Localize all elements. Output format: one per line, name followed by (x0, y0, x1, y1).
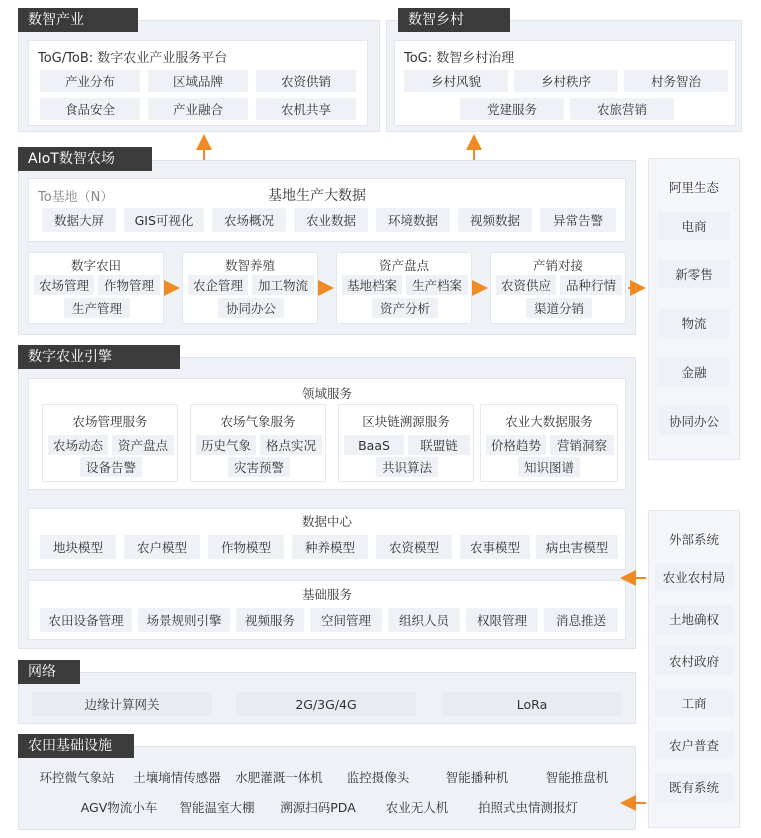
domain-1-item-1: 格点实况 (260, 435, 322, 455)
stage-2-item-0: 基地档案 (342, 275, 402, 295)
stage-3-item-0: 农资供应 (496, 275, 556, 295)
infra-row2-3: 农业无人机 (372, 795, 462, 819)
stage-2-item-2: 资产分析 (372, 298, 438, 318)
ali-eco-item-4: 协同办公 (658, 407, 730, 435)
chip-bigdata-1: GIS可视化 (124, 208, 204, 232)
shuzhi-chanye-header: 数智产业 (18, 8, 138, 32)
ali-eco-title: 阿里生态 (668, 180, 719, 195)
chip-xiangcun-4: 农旅营销 (570, 98, 674, 120)
chip-bigdata-2: 农场概况 (212, 208, 286, 232)
bs-item-1: 场景规则引擎 (138, 608, 230, 632)
domain-3-item-2: 知识图谱 (518, 457, 580, 477)
infra-row1-2: 水肥灌溉一体机 (230, 765, 328, 789)
domain-1-item-2: 灾害预警 (228, 457, 290, 477)
infra-row2-4: 拍照式虫情测报灯 (466, 795, 590, 819)
stage-0-item-1: 作物管理 (98, 275, 160, 295)
chip-chanye-4: 产业融合 (148, 98, 248, 120)
external-item-1: 土地确权 (654, 605, 734, 633)
xiangcun-title: ToG: 数智乡村治理 (404, 51, 515, 66)
domain-2-item-1: 联盟链 (408, 435, 470, 455)
chip-xiangcun-2: 村务智治 (624, 70, 728, 92)
bs-item-5: 权限管理 (466, 608, 538, 632)
infra-row1-0: 环控微气象站 (30, 765, 124, 789)
stage-1-item-2: 协同办公 (218, 298, 284, 318)
bs-item-4: 组织人员 (388, 608, 460, 632)
ali-eco-item-0: 电商 (658, 212, 730, 240)
chip-bigdata-5: 视频数据 (458, 208, 532, 232)
chip-chanye-5: 农机共享 (256, 98, 356, 120)
external-item-2: 农村政府 (654, 647, 734, 675)
stage-3-item-2: 渠道分销 (526, 298, 592, 318)
ali-eco-item-1: 新零售 (658, 260, 730, 288)
data-center-title: 数据中心 (301, 514, 352, 529)
chip-bigdata-4: 环境数据 (376, 208, 450, 232)
stage-title-0: 数字农田 (70, 258, 121, 273)
domain-2-item-0: BaaS (344, 435, 404, 455)
stage-title-1: 数智养殖 (224, 258, 275, 273)
domain-group-title-3: 农业大数据服务 (505, 414, 593, 429)
platform-title: ToG/ToB: 数字农业产业服务平台 (38, 51, 228, 66)
base-service-title: 基础服务 (301, 587, 352, 602)
domain-0-item-2: 设备告警 (80, 457, 142, 477)
bigdata-title: 基地生产大数据 (268, 188, 366, 204)
bs-item-2: 视频服务 (236, 608, 304, 632)
dc-item-6: 病虫害模型 (536, 535, 618, 559)
chip-bigdata-3: 农业数据 (294, 208, 368, 232)
network-item-0: 边缘计算网关 (32, 692, 212, 716)
bs-item-6: 消息推送 (544, 608, 618, 632)
chip-xiangcun-3: 党建服务 (460, 98, 564, 120)
dc-item-3: 种养模型 (292, 535, 368, 559)
external-title: 外部系统 (668, 532, 719, 547)
infra-row1-5: 智能推盘机 (530, 765, 624, 789)
bs-item-0: 农田设备管理 (40, 608, 132, 632)
infra-header: 农田基础设施 (18, 734, 134, 758)
chip-chanye-0: 产业分布 (40, 70, 140, 92)
shuzhi-xiangcun-header: 数智乡村 (398, 8, 510, 32)
domain-group-title-2: 区块链溯源服务 (362, 414, 450, 429)
infra-row2-0: AGV物流小车 (72, 795, 166, 819)
domain-2-item-2: 共识算法 (376, 457, 438, 477)
domain-0-item-0: 农场动态 (48, 435, 108, 455)
ali-eco-item-2: 物流 (658, 309, 730, 337)
chip-xiangcun-0: 乡村风貌 (404, 70, 508, 92)
infra-row1-4: 智能播种机 (430, 765, 524, 789)
network-item-1: 2G/3G/4G (236, 692, 416, 716)
dc-item-5: 农事模型 (460, 535, 530, 559)
network-item-2: LoRa (442, 692, 622, 716)
chip-chanye-2: 农资供销 (256, 70, 356, 92)
stage-1-item-1: 加工物流 (252, 275, 314, 295)
stage-2-item-1: 生产档案 (406, 275, 468, 295)
domain-3-item-0: 价格趋势 (486, 435, 546, 455)
dc-item-0: 地块模型 (40, 535, 116, 559)
stage-title-3: 产销对接 (532, 258, 583, 273)
chip-chanye-1: 区域品牌 (148, 70, 248, 92)
stage-title-2: 资产盘点 (378, 258, 429, 273)
chip-bigdata-6: 异常告警 (540, 208, 616, 232)
stage-3-item-1: 品种行情 (560, 275, 622, 295)
external-item-4: 农户普查 (654, 731, 734, 759)
domain-group-title-1: 农场气象服务 (220, 414, 296, 429)
dc-item-1: 农户模型 (124, 535, 200, 559)
dc-item-2: 作物模型 (208, 535, 284, 559)
stage-0-item-0: 农场管理 (34, 275, 94, 295)
aiot-header: AIoT数智农场 (18, 147, 152, 171)
domain-3-item-1: 营销洞察 (550, 435, 614, 455)
ali-eco-item-3: 金融 (658, 358, 730, 386)
infra-row2-1: 智能温室大棚 (170, 795, 264, 819)
domain-service-title: 领域服务 (301, 386, 352, 401)
external-item-0: 农业农村局 (654, 563, 734, 591)
domain-1-item-0: 历史气象 (196, 435, 256, 455)
infra-row1-1: 土壤墒情传感器 (128, 765, 226, 789)
bs-item-3: 空间管理 (310, 608, 382, 632)
stage-1-item-0: 农企管理 (188, 275, 248, 295)
infra-row2-2: 溯源扫码PDA (268, 795, 368, 819)
chip-bigdata-0: 数据大屏 (42, 208, 116, 232)
chip-xiangcun-1: 乡村秩序 (514, 70, 618, 92)
dc-item-4: 农资模型 (376, 535, 452, 559)
to-base-label: To基地（N） (38, 190, 114, 205)
external-item-5: 既有系统 (654, 773, 734, 801)
stage-0-item-2: 生产管理 (64, 298, 130, 318)
infra-row1-3: 监控摄像头 (332, 765, 424, 789)
domain-0-item-1: 资产盘点 (112, 435, 174, 455)
domain-group-title-0: 农场管理服务 (72, 414, 148, 429)
chip-chanye-3: 食品安全 (40, 98, 140, 120)
external-item-3: 工商 (654, 689, 734, 717)
network-header: 网络 (18, 660, 80, 684)
engine-header: 数字农业引擎 (18, 345, 180, 369)
